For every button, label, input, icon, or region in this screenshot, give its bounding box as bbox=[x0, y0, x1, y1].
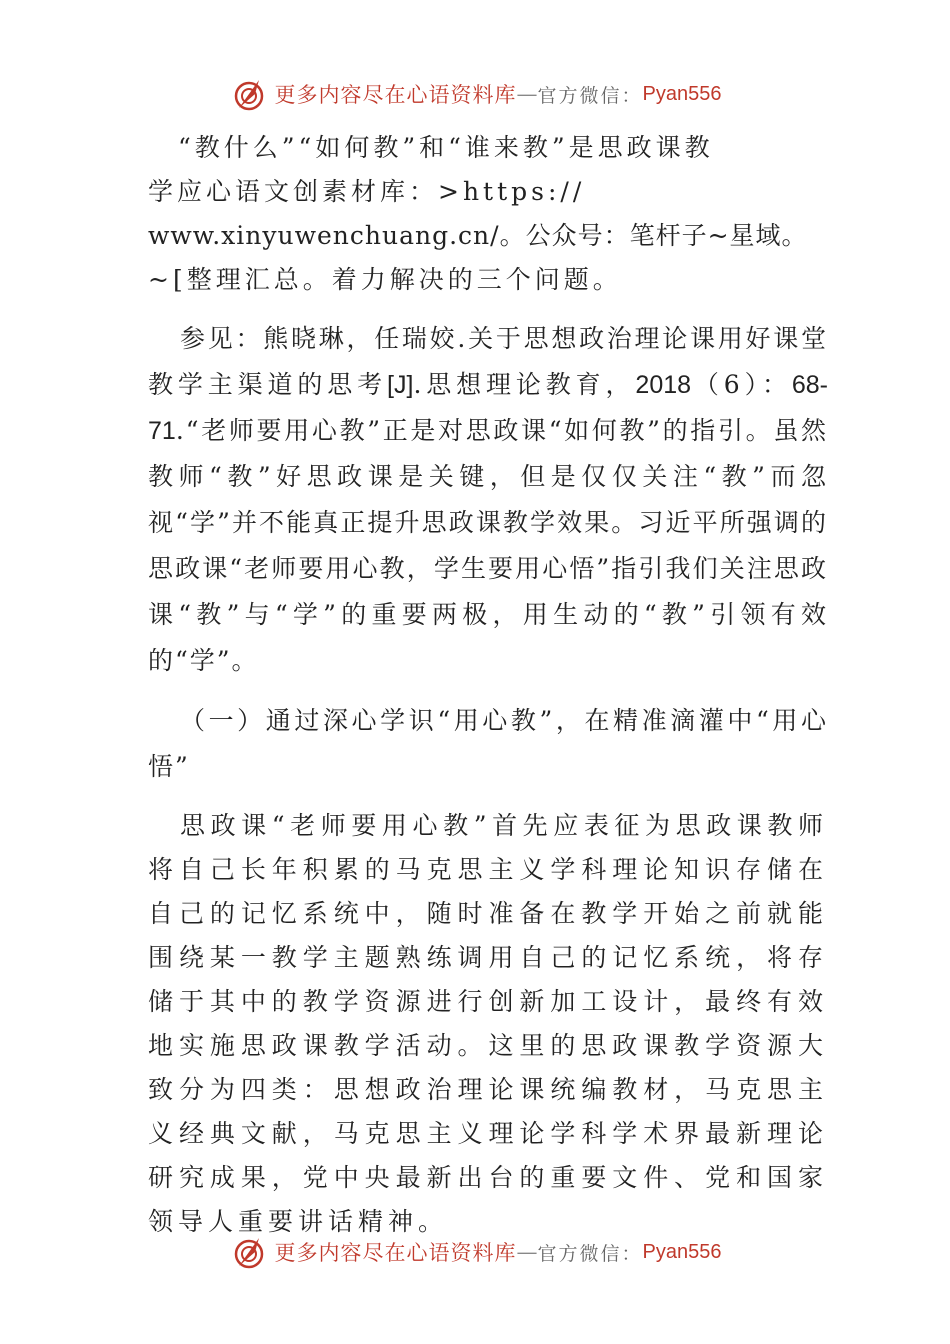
feather-logo-icon bbox=[229, 74, 269, 114]
document-body bbox=[148, 126, 828, 1244]
watermark-brand: 更多内容尽在心语资料库 bbox=[274, 1241, 517, 1265]
reference-paragraph bbox=[148, 316, 828, 684]
watermark-label: 官方微信： bbox=[537, 84, 643, 107]
intro-line-1: “教什么”“如何教”和“谁来教”是思政课教 bbox=[178, 133, 714, 162]
intro-line-4: ~[整理汇总。着力解决的三个问题。 bbox=[148, 265, 622, 294]
body-paragraph: 思政课“老师要用心教”首先应表征为思政课教师将自己长年积累的马克思主义学科理论知识存储在自己的记忆系统中，随时准备在教学开始之前就能围绕某一教学主题熟练调用自己的记忆系统，将存储于其中的教学资源进行创新加工设计，最终有效地实施思政课教学活动。这里的思政课教学资源大致分为四类：思想政治理论课统编教材，马克思主义经典文献，马克思主义理论学科学术界最新理论研究成果，党中央最新出台的重要文件、党和国家领导人重要讲话精神。 bbox=[148, 811, 828, 1236]
header-watermark bbox=[0, 72, 950, 116]
feather-logo-icon bbox=[229, 1232, 269, 1272]
reference-issue: （6）： bbox=[691, 370, 792, 399]
watermark-dash: — bbox=[516, 1240, 538, 1264]
section-heading: （一）通过深心学识“用心教”，在精准滴灌中“用心悟” bbox=[148, 706, 828, 781]
reference-text: .“老师要用心教”正是对思政课“如何教”的指引。虽然教师“教”好思政课是关键，但是仅仅关注“教”而忽视“学”并不能真正提升思政课教学效果。习近平所强调的思政课“老师要用心教，学生要用心悟”指引我们关注思政课“教”与“学”的重要两极，用生动的“教”引领有效的“学”。 bbox=[148, 416, 828, 675]
reference-year: 2018 bbox=[635, 371, 692, 399]
watermark-wechat-id: Pyan556 bbox=[642, 1240, 722, 1263]
reference-tag: [J] bbox=[387, 371, 414, 399]
reference-lead: 参见：熊晓琳，任瑞姣.关于思想政治理论课用好课堂教学主渠道的思考 bbox=[148, 324, 828, 399]
footer-watermark bbox=[0, 1230, 950, 1274]
intro-line-3: www.xinyuwenchuang.cn/。公众号：笔杆子~星域。 bbox=[148, 221, 808, 250]
intro-paragraph bbox=[148, 126, 828, 302]
watermark-label: 官方微信： bbox=[537, 1242, 643, 1265]
intro-line-2: 学应心语文创素材库：>https:// bbox=[148, 177, 586, 206]
watermark-brand: 更多内容尽在心语资料库 bbox=[274, 83, 517, 107]
reference-journal: .思想理论教育， bbox=[413, 370, 636, 399]
reference-pages: 68-71 bbox=[148, 371, 828, 445]
watermark-wechat-id: Pyan556 bbox=[642, 82, 722, 105]
watermark-dash: — bbox=[516, 82, 538, 106]
